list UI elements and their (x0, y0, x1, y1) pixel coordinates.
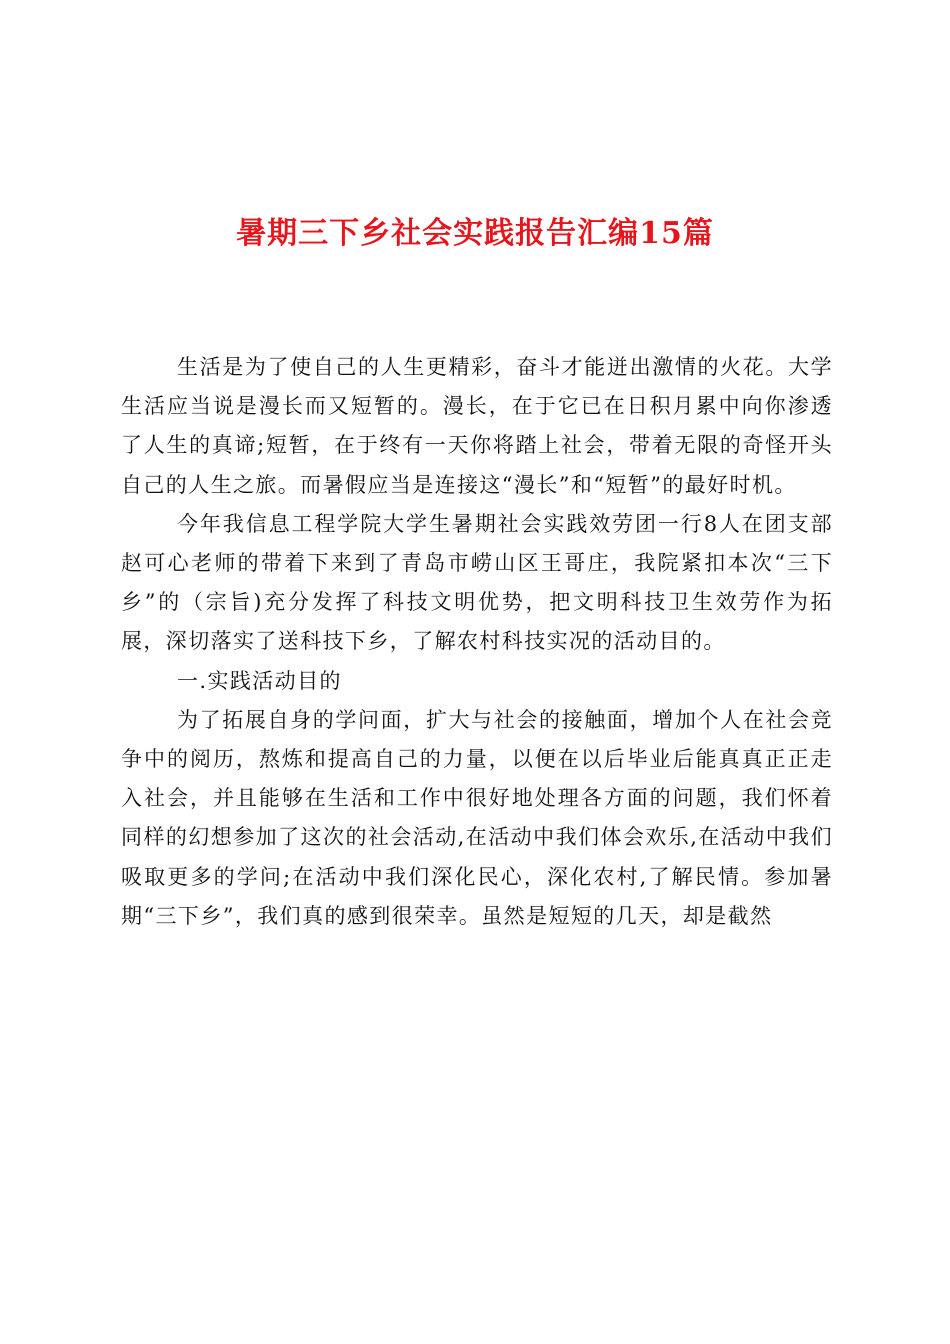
paragraph-team: 今年我信息工程学院大学生暑期社会实践效劳团一行8人在团支部赵可心老师的带着下来到了青岛市崂山区王哥庄，我院紧扣本次“三下乡”的（宗旨)充分发挥了科技文明优势，把文明科技卫生效劳作为拓展，深切落实了送科技下乡，了解农村科技实况的活动目的。 (121, 511, 833, 654)
paragraph-intro: 生活是为了使自己的人生更精彩，奋斗才能迸出激情的火花。大学生活应当说是漫长而又短暂的。漫长，在于它已在日积月累中向你渗透了人生的真谛;短暂，在于终有一天你将踏上社会，带着无限的奇怪开头自己的人生之旅。而暑假应当是连接这“漫长”和“短暂”的最好时机。 (121, 355, 833, 497)
paragraph-purpose: 为了拓展自身的学问面，扩大与社会的接触面，增加个人在社会竞争中的阅历，熬炼和提高自己的力量，以便在以后毕业后能真真正正走入社会，并且能够在生活和工作中很好地处理各方面的问题，我们怀着同样的幻想参加了这次的社会活动,在活动中我们体会欢乐,在活动中我们吸取更多的学问;在活动中我们深化民心，深化农村,了解民情。参加暑期“三下乡”，我们真的感到很荣幸。虽然是短短的几天，却是截然 (121, 707, 833, 928)
document-body (121, 348, 833, 936)
section-heading: 一.实践活动目的 (177, 668, 342, 693)
document-title: 暑期三下乡社会实践报告汇编15篇 (236, 216, 714, 251)
